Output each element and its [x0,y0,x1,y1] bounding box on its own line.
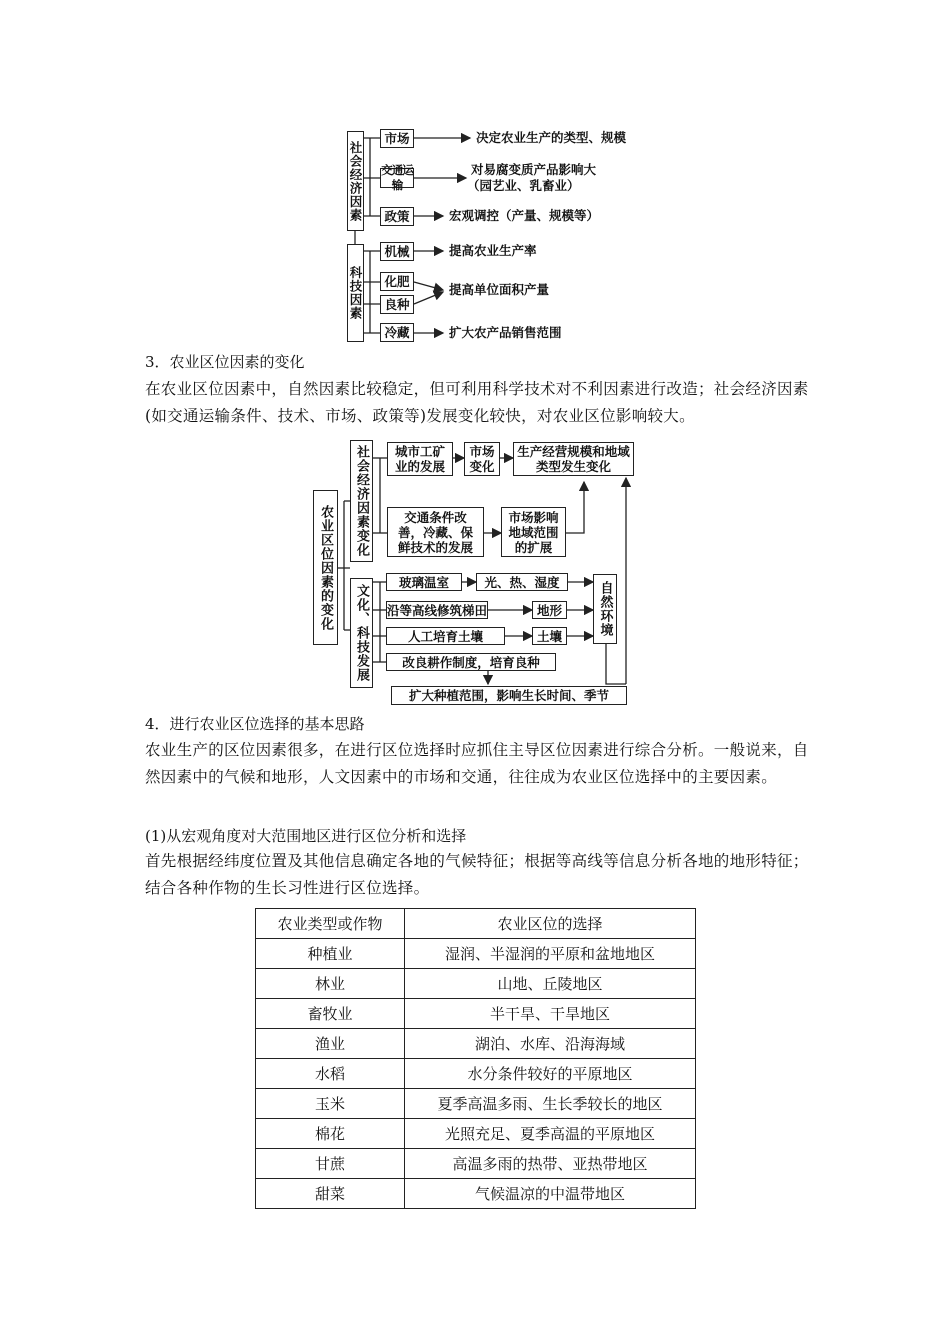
table-cell: 光照充足、夏季高温的平原地区 [405,1119,696,1149]
table-row [256,969,696,999]
section-3-heading: 3．农业区位因素的变化 [145,353,305,371]
social-economic-change: 社会经济因素变化 [350,440,373,562]
table-row [256,1119,696,1149]
group-tech: 科技因素 [347,244,364,342]
item-fertilizer: 化肥 [380,272,414,291]
soil: 土壤 [532,627,567,645]
table-cell: 水稻 [256,1059,405,1089]
effect-cold-storage: 扩大农产品销售范围 [449,325,562,340]
item-seeds: 良种 [380,295,414,314]
culture-tech-development: 文化、科技发展 [350,578,373,688]
table-cell: 半干旱、干旱地区 [405,999,696,1029]
terrain: 地形 [532,601,567,619]
item-cold-storage: 冷藏 [380,323,414,342]
table-row [256,1149,696,1179]
table-cell: 玉米 [256,1089,405,1119]
item-market: 市场 [380,129,414,148]
scale-and-type-change: 生产经营规模和地域类型发生变化 [513,442,634,476]
section-4-subheading: (1)从宏观角度对大范围地区进行区位分析和选择 [145,827,467,845]
table-cell: 甜菜 [256,1179,405,1209]
table-row [256,1089,696,1119]
table-cell: 湿润、半湿润的平原和盆地地区 [405,939,696,969]
table-cell: 林业 [256,969,405,999]
table-cell: 夏季高温多雨、生长季较长的地区 [405,1089,696,1119]
transport-improvement: 交通条件改善，冷藏、保鲜技术的发展 [387,507,484,557]
artificial-soil: 人工培育土壤 [386,627,505,645]
agri-location-table [255,908,696,1209]
light-heat-humidity: 光、热、湿度 [476,573,568,591]
table-row [256,1179,696,1209]
effect-machinery: 提高农业生产率 [449,243,537,258]
table-cell: 渔业 [256,1029,405,1059]
table-header-row [256,909,696,939]
table-row [256,999,696,1029]
section-4-heading: 4．进行农业区位选择的基本思路 [145,715,365,733]
table-cell: 气候温凉的中温带地区 [405,1179,696,1209]
market-change: 市场变化 [464,442,500,476]
table-cell: 湖泊、水库、沿海海域 [405,1029,696,1059]
table-cell: 甘蔗 [256,1149,405,1179]
effect-transport-1: 对易腐变质产品影响大 [471,162,597,177]
effect-market: 决定农业生产的类型、规模 [476,130,627,145]
table-cell: 山地、丘陵地区 [405,969,696,999]
section-4-paragraph: 农业生产的区位因素很多，在进行区位选择时应抓住主导区位因素进行综合分析。一般说来，自然因素中的气候和地形，人文因素中的市场和交通，往往成为农业区位选择中的主要因素。 [145,741,809,786]
table-cell: 棉花 [256,1119,405,1149]
contour-terraces: 沿等高线修筑梯田 [387,602,488,618]
group-social-economic: 社会经济因素 [347,131,364,231]
table-cell: 种植业 [256,939,405,969]
city-industry-development: 城市工矿业的发展 [387,442,453,476]
improve-farming-system: 改良耕作制度，培育良种 [386,653,556,671]
section-4-subparagraph: 首先根据经纬度位置及其他信息确定各地的气候特征；根据等高线等信息分析各地的地形特征；结合各种作物的生长习性进行区位选择。 [145,852,809,897]
section-3-paragraph: 在农业区位因素中，自然因素比较稳定，但可利用科学技术对不利因素进行改造；社会经济因素(如交通运输条件、技术、市场、政策等)发展变化较快，对农业区位影响较大。 [145,380,809,425]
item-transport: 交通运输 [381,163,413,192]
glass-greenhouse: 玻璃温室 [386,573,462,591]
root-factor-change: 农业区位因素的变化 [313,490,338,645]
table-header: 农业类型或作物 [256,909,405,939]
effect-transport-2: （园艺业、乳畜业） [467,178,580,193]
table-header: 农业区位的选择 [405,909,696,939]
item-policy: 政策 [380,207,414,226]
table-cell: 高温多雨的热带、亚热带地区 [405,1149,696,1179]
table-row [256,1059,696,1089]
table-cell: 畜牧业 [256,999,405,1029]
table-row [256,1029,696,1059]
table-cell: 水分条件较好的平原地区 [405,1059,696,1089]
effect-policy: 宏观调控（产量、规模等） [449,208,600,223]
item-machinery: 机械 [380,242,414,261]
market-range-expansion: 市场影响地域范围的扩展 [501,507,566,557]
natural-environment: 自然环境 [593,574,617,644]
table-row [256,939,696,969]
effect-fert-seeds: 提高单位面积产量 [449,282,550,297]
expand-planting-range: 扩大种植范围，影响生长时间、季节 [391,686,627,705]
